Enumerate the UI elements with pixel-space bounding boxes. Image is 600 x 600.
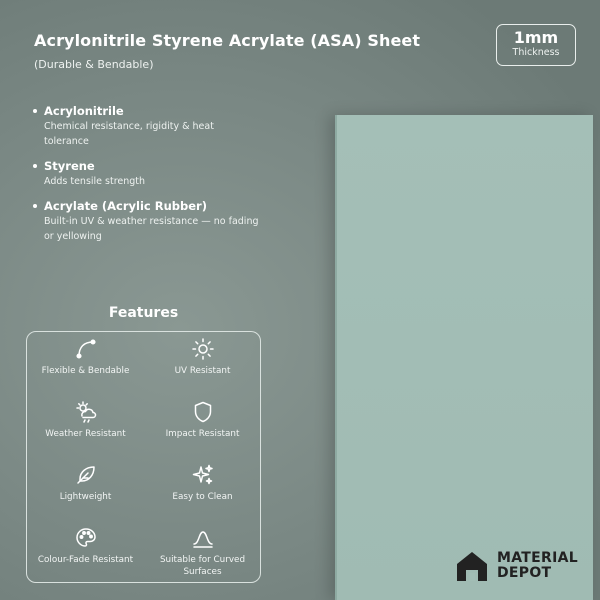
house-logo-icon	[455, 550, 489, 582]
feature-label: Flexible & Bendable	[41, 366, 130, 376]
brand-name-line2: DEPOT	[497, 565, 552, 581]
component-desc: Built-in UV & weather resistance — no fading or yellowing	[44, 216, 259, 242]
feature-label: Suitable for Curved Surfaces	[159, 555, 246, 577]
component-item	[34, 158, 259, 189]
feature-label: Easy to Clean	[172, 492, 233, 502]
bullet-icon	[33, 204, 37, 208]
feature-item	[27, 337, 144, 377]
component-item	[34, 103, 259, 149]
thickness-label: Thickness	[512, 47, 560, 58]
features-title: Features	[108, 305, 179, 321]
bullet-icon	[33, 109, 37, 113]
product-title: Acrylonitrile Styrene Acrylate (ASA) Sheet	[34, 31, 421, 50]
palette-icon	[74, 526, 98, 550]
brand-logo	[455, 548, 590, 582]
feature-item	[144, 400, 261, 440]
curved-surface-icon	[191, 526, 215, 550]
asa-sheet-image	[335, 115, 593, 600]
feature-item	[144, 337, 261, 377]
component-item	[34, 198, 259, 244]
feature-item	[144, 526, 261, 578]
feature-label: Colour-Fade Resistant	[37, 555, 134, 565]
feature-label: Lightweight	[59, 492, 112, 502]
feature-label: UV Resistant	[174, 366, 231, 376]
sun-icon	[191, 337, 215, 361]
feature-label: Weather Resistant	[45, 429, 126, 439]
curve-icon	[74, 337, 98, 361]
feature-item	[27, 463, 144, 503]
shield-icon	[191, 400, 215, 424]
features-panel	[26, 331, 261, 583]
component-desc: Adds tensile strength	[44, 176, 146, 187]
thickness-value: 1mm	[513, 28, 559, 47]
feature-item	[27, 400, 144, 440]
feature-item	[27, 526, 144, 566]
component-name: Styrene	[44, 159, 95, 173]
feature-label: Impact Resistant	[165, 429, 240, 439]
component-desc: Chemical resistance, rigidity & heat tolerance	[44, 121, 214, 147]
brand-name-line1: MATERIAL	[497, 550, 578, 566]
feature-item	[144, 463, 261, 503]
bullet-icon	[33, 164, 37, 168]
sparkle-icon	[191, 463, 215, 487]
product-subtitle: (Durable & Bendable)	[34, 58, 154, 71]
sun-cloud-rain-icon	[74, 400, 98, 424]
thickness-badge	[496, 24, 576, 66]
component-name: Acrylate (Acrylic Rubber)	[44, 199, 207, 213]
component-name: Acrylonitrile	[44, 104, 124, 118]
feather-icon	[74, 463, 98, 487]
component-list	[34, 103, 259, 253]
